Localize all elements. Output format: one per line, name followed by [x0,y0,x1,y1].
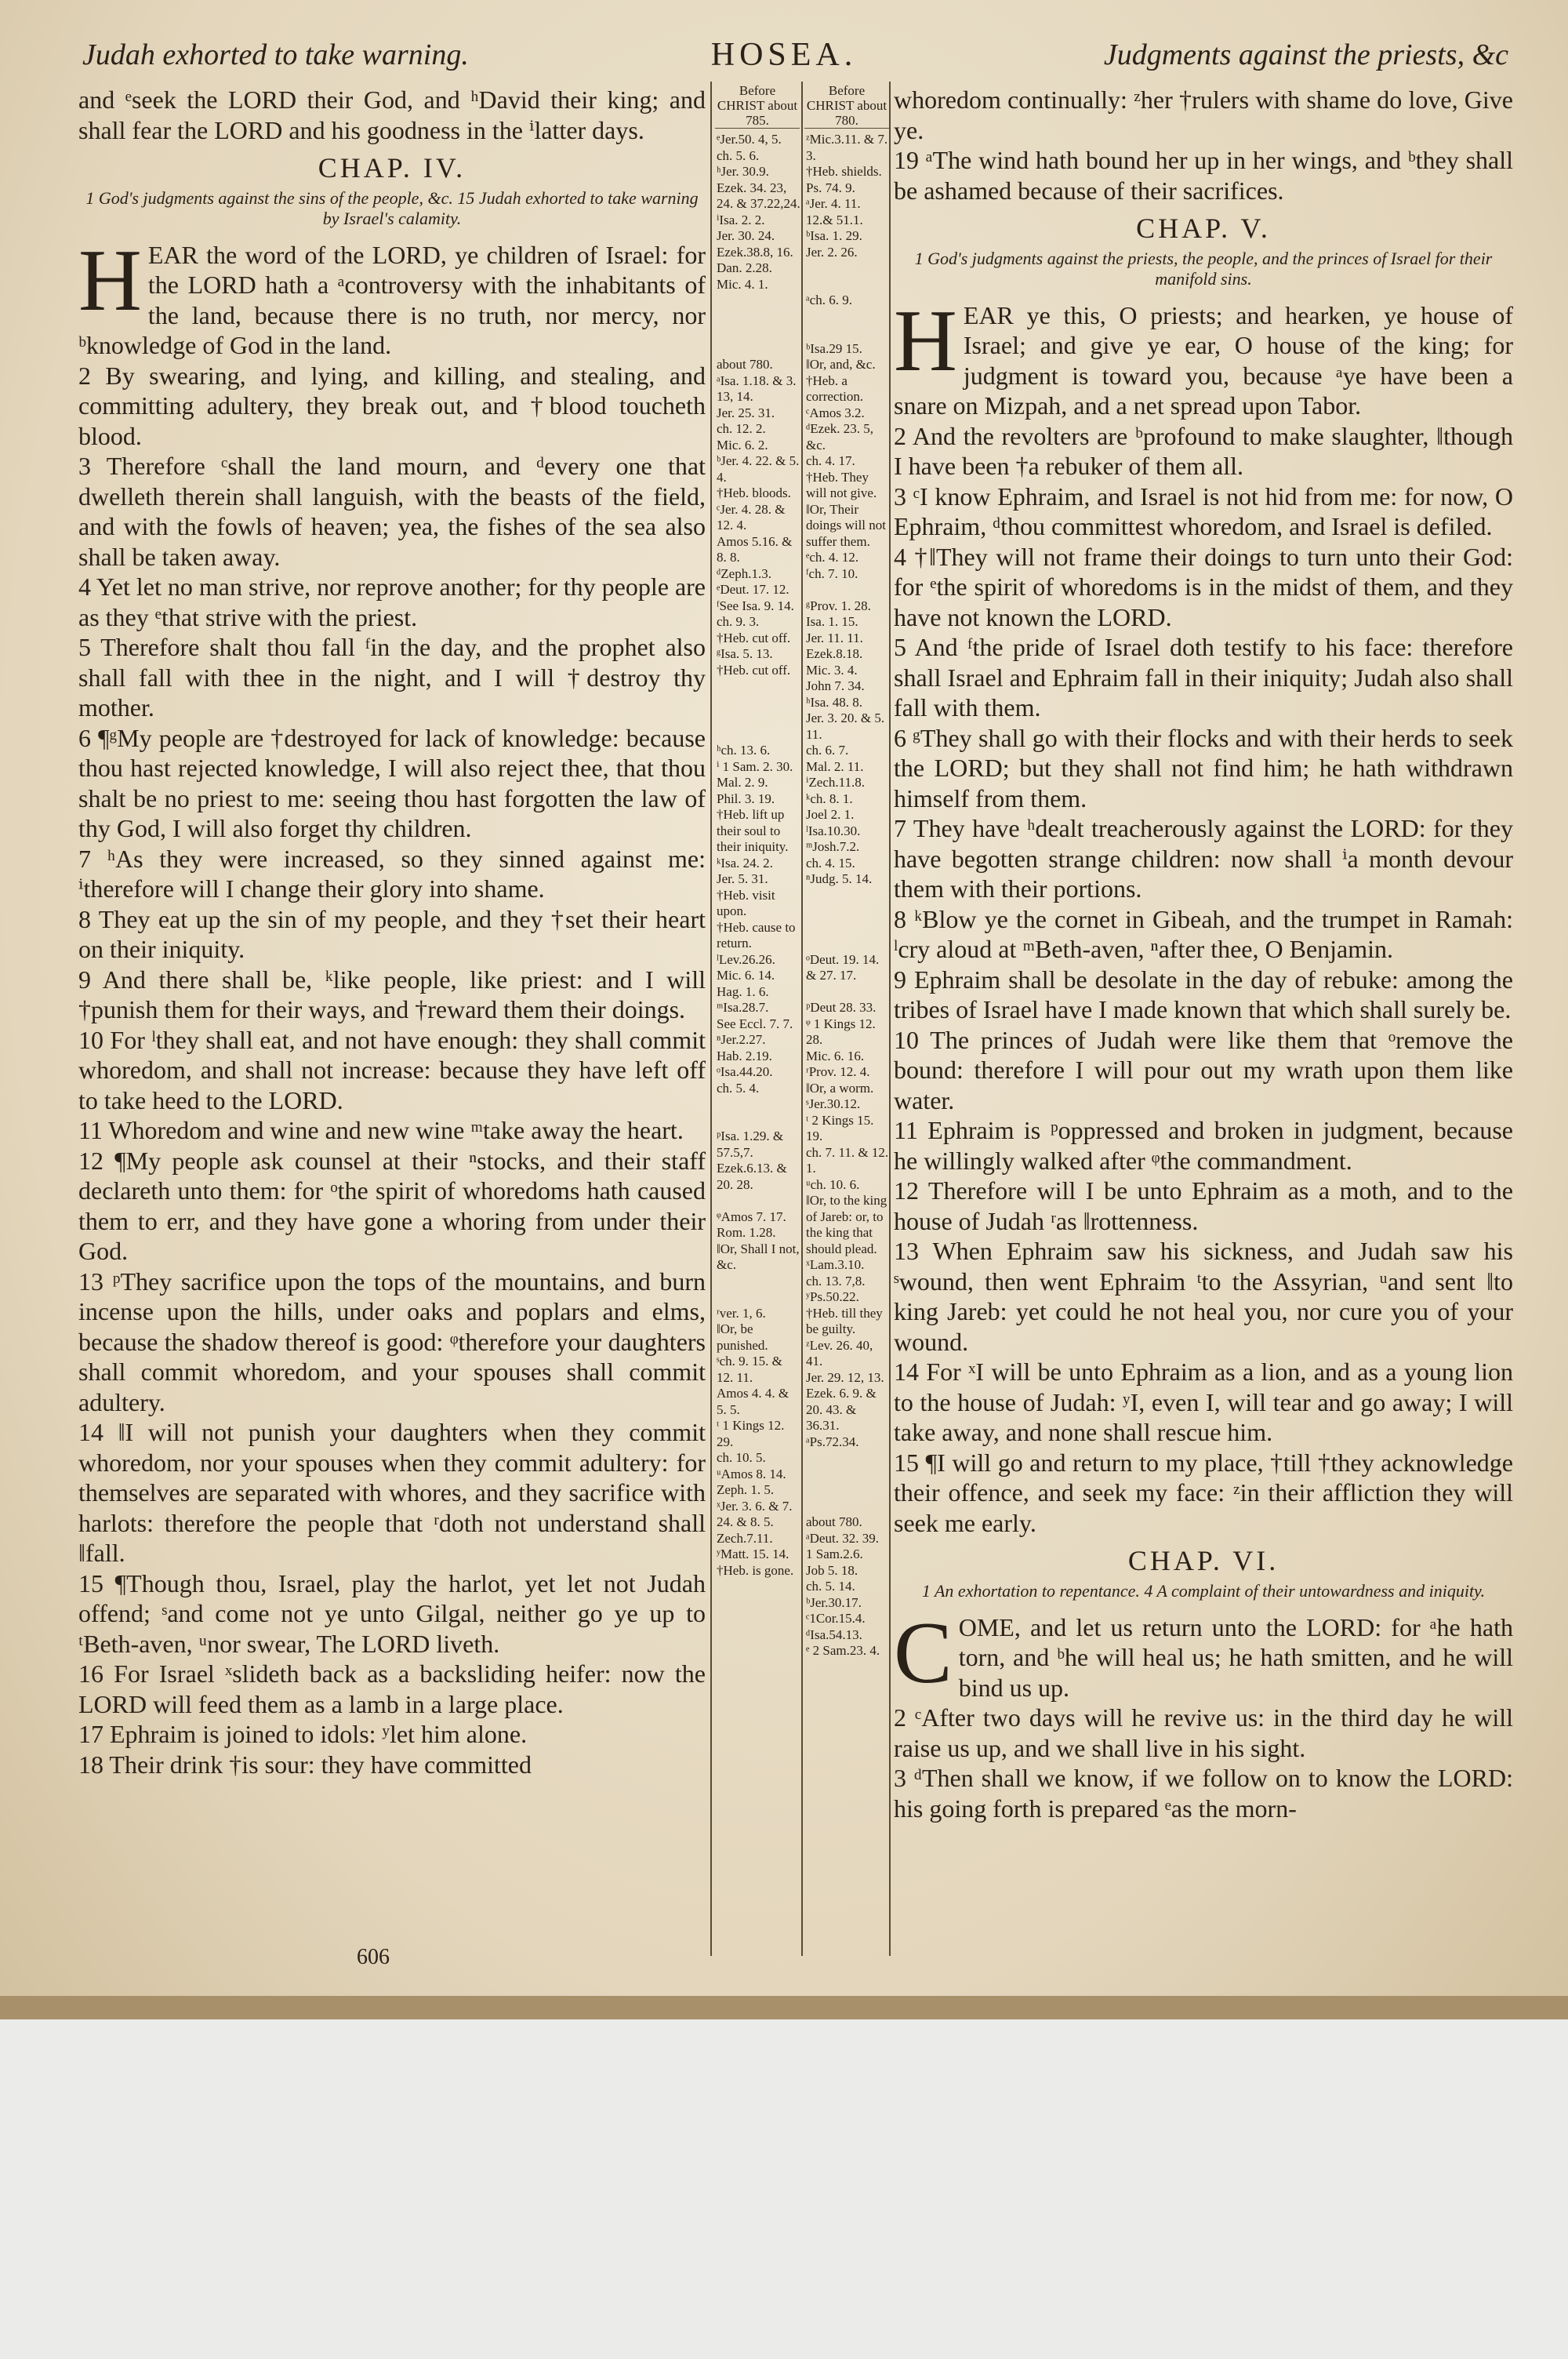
cross-references-left: ᵉJer.50. 4, 5. ch. 5. 6. ʰJer. 30.9. Ezek. 34. 23, 24. & 37.22,24. ⁱIsa. 2. 2. Jer. 30. 24. Ezek.38.8, 16. Dan. 2.28. Mic. 4. 1. about 780. ᵃIsa. 1.18. & 3. 13, 14. Jer. 25. 31. ch. 12. 2. Mic. 6. 2. ᵇJer. 4. 22. & 5. 4. †Heb. bloods. ᶜJer. 4. 28. & 12. 4. Amos 5.16. & 8. 8. ᵈZeph.1.3. ᵉDeut. 17. 12. ᶠSee Isa. 9. 14. ch. 9. 3. †Heb. cut off. ᵍIsa. 5. 13. †Heb. cut off. ʰch. 13. 6. ⁱ 1 Sam. 2. 30. Mal. 2. 9. Phil. 3. 19. †Heb. lift up their soul to their iniquity. ᵏIsa. 24. 2. Jer. 5. 31. †Heb. visit upon. †Heb. cause to return. ˡLev.26.26. Mic. 6. 14. Hag. 1. 6. ᵐIsa.28.7. See Eccl. 7. 7. ⁿJer.2.27. Hab. 2.19. ᵒIsa.44.20. ch. 5. 4. ᵖIsa. 1.29. & 57.5,7. Ezek.6.13. & 20. 28. ᵠAmos 7. 17. Rom. 1.28. ‖Or, Shall I not, &c. ʳver. 1, 6. ‖Or, be punished. ˢch. 9. 15. & 12. 11. Amos 4. 4. & 5. 5. ᵗ 1 Kings 12. 29. ch. 10. 5. ᵘAmos 8. 14. Zeph. 1. 5. ˣJer. 3. 6. & 7. 24. & 8. 5. Zech.7.11. ʸMatt. 15. 14. †Heb. is gone. [717,132,800,1578]
verse: 4 †‖They will not frame their doings to turn unto their God: for ᵉthe spirit of whoredoms is in the midst of them, and they have not known the LORD. [894,542,1513,631]
page-edge [0,1996,1568,2019]
verse-paragraph [894,292,1513,421]
verse: 15 ¶I will go and return to my place, †till †they acknowledge their offence, and seek my face: ᶻin their affliction they will seek me early. [894,1448,1513,1537]
verse: 18 Their drink †is sour: they have committed [78,1750,532,1779]
left-text-column [78,85,706,1779]
verse: 3 ᵈThen shall we know, if we follow on to know the LORD: his going forth is prepared ᵉas the morn- [894,1764,1513,1823]
verse: 7 They have ʰdealt treacherously against the LORD: for they have begotten strange children: now shall ⁱa month devour them with their portions. [894,814,1513,903]
chapter-heading: CHAP. IV. [318,152,466,184]
verse: 2 By swearing, and lying, and killing, and stealing, and committing adultery, they break out, and †blood toucheth blood. [78,361,706,450]
column-rule [710,82,712,1956]
running-head-right: Judgments against the priests, &c [1103,38,1508,71]
verse: 2 And the revolters are ᵇprofound to make slaughter, ‖though I have been †a rebuker of them all. [894,421,1513,480]
running-head-left: Judah exhorted to take warning. [82,38,469,71]
verse: 13 ᵖThey sacrifice upon the tops of the mountains, and burn incense upon the hills, under oaks and poplars and elms, because the shadow thereof is good: ᵠtherefore your daughters shall commit whoredom, and your spouses shall commit adultery. [78,1267,706,1416]
running-head-book: HOSEA. [710,37,858,73]
verse: 11 Ephraim is ᵖoppressed and broken in judgment, because he willingly walked after ᵠthe commandment. [894,1116,1513,1175]
drop-cap: C [894,1604,953,1702]
verse: 10 The princes of Judah were like them that ᵒremove the bound: therefore I will pour out my wrath upon them like water. [894,1025,1513,1114]
verse-paragraph [894,1604,1513,1703]
verse: 7 ʰAs they were increased, so they sinned against me: ⁱtherefore will I change their glory into shame. [78,844,706,903]
drop-cap: H [894,292,957,390]
verse: 17 Ephraim is joined to idols: ʸlet him alone. [78,1720,528,1748]
verse: 14 For ˣI will be unto Ephraim as a lion, and as a young lion to the house of Judah: ʸI, even I, will tear and go away; I will take away, and none shall rescue him. [894,1358,1513,1446]
verse: 19 ᵃThe wind hath bound her up in her wings, and ᵇthey shall be ashamed because of their sacrifices. [894,146,1513,205]
verse: 2 ᶜAfter two days will he revive us: in the third day he will raise us up, and we shall live in his sight. [894,1703,1513,1762]
verse: 14 ‖I will not punish your daughters when they commit whoredom, nor your spouses when they commit adultery: for themselves are separated with whores, and they sacrifice with harlots: therefore the people that ʳdoth not understand shall ‖fall. [78,1418,706,1567]
verse: 3 Therefore ᶜshall the land mourn, and ᵈevery one that dwelleth therein shall languish, with the beasts of the field, and with the fowls of heaven; yea, the fishes of the sea also shall be taken away. [78,452,706,571]
verse-1-text: EAR ye this, O priests; and hearken, ye house of Israel; and give ye ear, O house of the king; for judgment is toward you, because ᵃye have been a snare on Mizpah, and a net spread upon Tabor. [894,300,1513,420]
drop-cap: H [78,231,142,329]
verse: 6 ᵍThey shall go with their flocks and with their herds to seek the LORD; but they shall not find him; he hath withdrawn himself from them. [894,723,1513,812]
verse: 9 Ephraim shall be desolate in the day of rebuke: among the tribes of Israel have I made known that which shall surely be. [894,965,1513,1023]
verse: 15 ¶Though thou, Israel, play the harlot, yet let not Judah offend; ˢand come not ye unto Gilgal, neither go ye up to ᵗBeth-aven, ᵘnor swear, The LORD liveth. [78,1568,706,1658]
opening-verse: and ᵉseek the LORD their God, and ʰDavid their king; and shall fear the LORD and his goodness in the ⁱlatter days. [78,85,706,144]
margin-date-left: Before CHRIST about 785. [715,83,800,129]
verse: 5 And ᶠthe pride of Israel doth testify to his face: therefore shall Israel and Ephraim fall in their iniquity; Judah also shall fall with them. [894,633,1513,722]
verse-paragraph [78,231,706,361]
verse: 6 ¶ᵍMy people are †destroyed for lack of knowledge: because thou hast rejected knowledge, I will also reject thee, that thou shalt be no priest to me: seeing thou hast forgotten the law of thy God, I will also forget thy children. [78,723,706,842]
cross-references-right: ᶻMic.3.11. & 7. 3. †Heb. shields. Ps. 74. 9. ᵃJer. 4. 11. 12.& 51.1. ᵇIsa. 1. 29. Jer. 2. 26. ᵃch. 6. 9. ᵇIsa.29 15. ‖Or, and, &c. †Heb. a correction. ᶜAmos 3.2. ᵈEzek. 23. 5, &c. ch. 4. 17. †Heb. They will not give. ‖Or, Their doings will not suffer them. ᵉch. 4. 12. ᶠch. 7. 10. ᵍProv. 1. 28. Isa. 1. 15. Jer. 11. 11. Ezek.8.18. Mic. 3. 4. John 7. 34. ʰIsa. 48. 8. Jer. 3. 20. & 5. 11. ch. 6. 7. Mal. 2. 11. ⁱZech.11.8. ᵏch. 8. 1. Joel 2. 1. ˡIsa.10.30. ᵐJosh.7.2. ch. 4. 15. ⁿJudg. 5. 14. ᵒDeut. 19. 14. & 27. 17. ᵖDeut 28. 33. ᵠ 1 Kings 12. 28. Mic. 6. 16. ʳProv. 12. 4. ‖Or, a worm. ˢJer.30.12. ᵗ 2 Kings 15. 19. ch. 7. 11. & 12. 1. ᵘch. 10. 6. ‖Or, to the king of Jareb: or, to the king that should plead. ˣLam.3.10. ch. 13. 7,8. ʸPs.50.22. †Heb. till they be guilty. ᶻLev. 26. 40, 41. Jer. 29. 12, 13. Ezek. 6. 9. & 20. 43. & 36.31. ᵃPs.72.34. about 780. ᵃDeut. 32. 39. 1 Sam.2.6. Job 5. 18. ch. 5. 14. ᵇJer.30.17. ᶜ1Cor.15.4. ᵈIsa.54.13. ᵉ 2 Sam.23. 4. [806,132,889,1658]
verse: 3 ᶜI know Ephraim, and Israel is not hid from me: for now, O Ephraim, ᵈthou committest whoredom, and Israel is defiled. [894,482,1513,540]
chapter-heading: CHAP. V. [1136,213,1271,244]
chapter-summary: 1 An exhortation to repentance. 4 A complaint of their untowardness and iniquity. [921,1580,1486,1601]
verse: 9 And there shall be, ᵏlike people, like priest: and I will †punish them for their ways, and †reward them their doings. [78,965,706,1023]
verse: 5 Therefore shalt thou fall ᶠin the day, and the prophet also shall fall with thee in the night, and I will †destroy thy mother. [78,633,706,722]
verse: 10 For ˡthey shall eat, and not have enough: they shall commit whoredom, and shall not increase: because they have left off to take heed to the LORD. [78,1025,706,1114]
verse: 13 When Ephraim saw his sickness, and Judah saw his ˢwound, then went Ephraim ᵗto the Assyrian, ᵘand sent ‖to king Jareb: yet could he not heal you, nor cure you of your wound. [894,1237,1513,1356]
page-number: 606 [357,1945,390,1969]
chapter-summary: 1 God's judgments against the sins of the people, &c. 15 Judah exhorted to take warning by Israel's calamity. [85,187,699,228]
margin-date-right: Before CHRIST about 780. [804,83,889,129]
verse: 11 Whoredom and wine and new wine ᵐtake away the heart. [78,1116,684,1144]
verse: 4 Yet let no man strive, nor reprove another; for thy people are as they ᵉthat strive with the priest. [78,572,706,631]
verse: whoredom continually: ᶻher †rulers with shame do love, Give ye. [894,85,1513,144]
chapter-heading: CHAP. VI. [1127,1545,1279,1576]
background-surface [0,2019,1568,2359]
verse-1-text: OME, and let us return unto the LORD: for ᵃhe hath torn, and ᵇhe will heal us; he hath smitten, and he will bind us up. [958,1612,1513,1702]
chapter-summary: 1 God's judgments against the priests, the people, and the princes of Israel for their manifold sins. [914,248,1493,289]
verse: 12 Therefore will I be unto Ephraim as a moth, and to the house of Judah ʳas ‖rottenness. [894,1176,1513,1235]
verse: 12 ¶My people ask counsel at their ⁿstocks, and their staff declareth unto them: for ᵒthe spirit of whoredoms hath caused them to err, and they have gone a whoring from under their God. [78,1146,706,1265]
column-rule [801,82,803,1956]
verse: 16 For Israel ˣslideth back as a backsliding heifer: now the LORD will feed them as a lamb in a large place. [78,1659,706,1718]
verse: 8 ᵏBlow ye the cornet in Gibeah, and the trumpet in Ramah: ˡcry aloud at ᵐBeth-aven, ⁿafter thee, O Benjamin. [894,904,1513,963]
verse-1-text: EAR the word of the LORD, ye children of Israel: for the LORD hath a ᵃcontroversy with the inhabitants of the land, because there is no truth, nor mercy, nor ᵇknowledge of God in the land. [78,240,706,359]
verse: 8 They eat up the sin of my people, and they †set their heart on their iniquity. [78,904,706,963]
right-text-column [894,85,1513,1823]
